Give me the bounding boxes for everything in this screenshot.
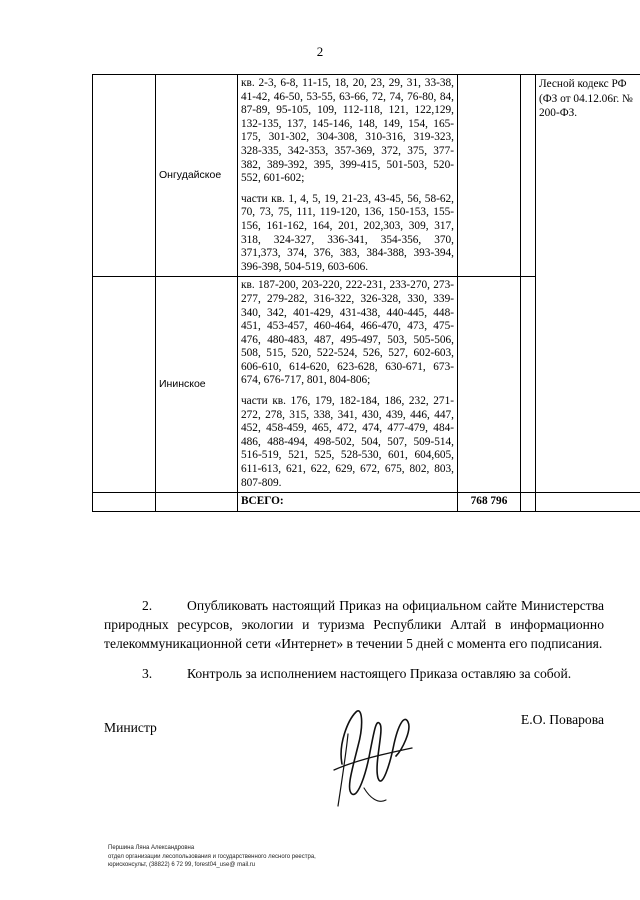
quarters-cell [238, 75, 458, 277]
paragraph-number: 2. [142, 598, 153, 613]
legal-basis-cell: Лесной кодекс РФ (ФЗ от 04.12.06г. № 200-ФЗ. [536, 75, 640, 493]
forest-quarters-table [92, 74, 633, 512]
area-cell [458, 75, 521, 277]
total-label: ВСЕГО: [238, 493, 458, 512]
footer-line: отдел организации лесопользования и государственного лесного реестра, [108, 853, 316, 860]
signatory-title: Министр [104, 720, 157, 735]
table-cell-empty [93, 277, 156, 493]
table-cell-empty [521, 493, 536, 512]
quarter-parts-list: части кв. 1, 4, 5, 19, 21-23, 43-45, 56, 58-62, 70, 73, 75, 111, 119-120, 136, 150-153, 155-156, 161-162, 164, 201, 202,303, 309, 317, 318, 324-327, 336-341, 354-356, 370, 371,373, 374, 376, 383, 384-388, 393-394, 396-398, 504-519, 603-606. [241, 192, 454, 273]
area-cell [458, 277, 521, 493]
table-cell-empty [536, 493, 640, 512]
table-cell-empty [156, 493, 238, 512]
handwritten-signature-icon [312, 694, 422, 814]
paragraph-text: Опубликовать настоящий Приказ на официальном сайте Министерства природных ресурсов, экологии и туризма Республики Алтай в информационно телекоммуникационной сети «Интернет» в течении 5 дней с момента его подписания. [104, 598, 604, 651]
total-row [93, 493, 640, 512]
executor-footer [108, 844, 316, 870]
table-row [93, 75, 640, 277]
land-table [92, 74, 640, 512]
paragraph-publish [104, 596, 604, 653]
quarters-list: кв. 2-3, 6-8, 11-15, 18, 20, 23, 29, 31, 33-38, 41-42, 46-50, 53-55, 63-66, 72, 74, 76-80, 84, 87-89, 95-105, 109, 112-118, 121, 122,129, 132-135, 137, 145-146, 148, 149, 154, 165-175, 301-302, 304-308, 310-316, 319-323, 328-335, 342-353, 357-369, 372, 375, 377-382, 389-392, 395, 399-415, 501-503, 520-552, 601-602; [241, 77, 454, 185]
page-number: 2 [316, 44, 324, 59]
table-cell-empty [93, 493, 156, 512]
quarters-list: кв. 187-200, 203-220, 222-231, 233-270, 273-277, 279-282, 316-322, 326-328, 330, 339-340, 342, 401-429, 431-438, 440-445, 448-451, 453-457, 460-464, 466-470, 473, 475-476, 480-483, 487, 495-497, 503, 505-506, 508, 515, 520, 522-524, 526, 527, 602-603, 606-610, 614-620, 623-628, 630-671, 673-674, 676-717, 801, 804-806; [241, 279, 454, 387]
table-cell-empty [93, 75, 156, 277]
footer-line: Першина Ляна Александровна [108, 845, 195, 851]
paragraph-control [104, 664, 604, 683]
paragraph-text: Контроль за исполнением настоящего Приказа оставляю за собой. [187, 666, 572, 681]
signatory-name: Е.О. Поварова [520, 712, 604, 727]
forestry-name-cell: Онгудайское [156, 75, 238, 277]
forestry-name-cell: Ининское [156, 277, 238, 493]
table-cell-empty [521, 75, 536, 277]
total-value: 768 796 [458, 493, 521, 512]
table-cell-empty [521, 277, 536, 493]
quarter-parts-list: части кв. 176, 179, 182-184, 186, 232, 271-272, 278, 315, 338, 341, 430, 439, 446, 447, 452, 458-459, 465, 472, 474, 477-479, 484-486, 488-494, 498-502, 504, 507, 509-514, 516-519, 521, 525, 528-530, 601, 604,605, 611-613, 621, 622, 629, 672, 675, 802, 803, 807-809. [241, 395, 454, 489]
paragraph-number: 3. [142, 666, 153, 681]
footer-line: юрисконсульт, (38822) 6 72 99, forest04_use@ mail.ru [108, 862, 256, 868]
quarters-cell [238, 277, 458, 493]
